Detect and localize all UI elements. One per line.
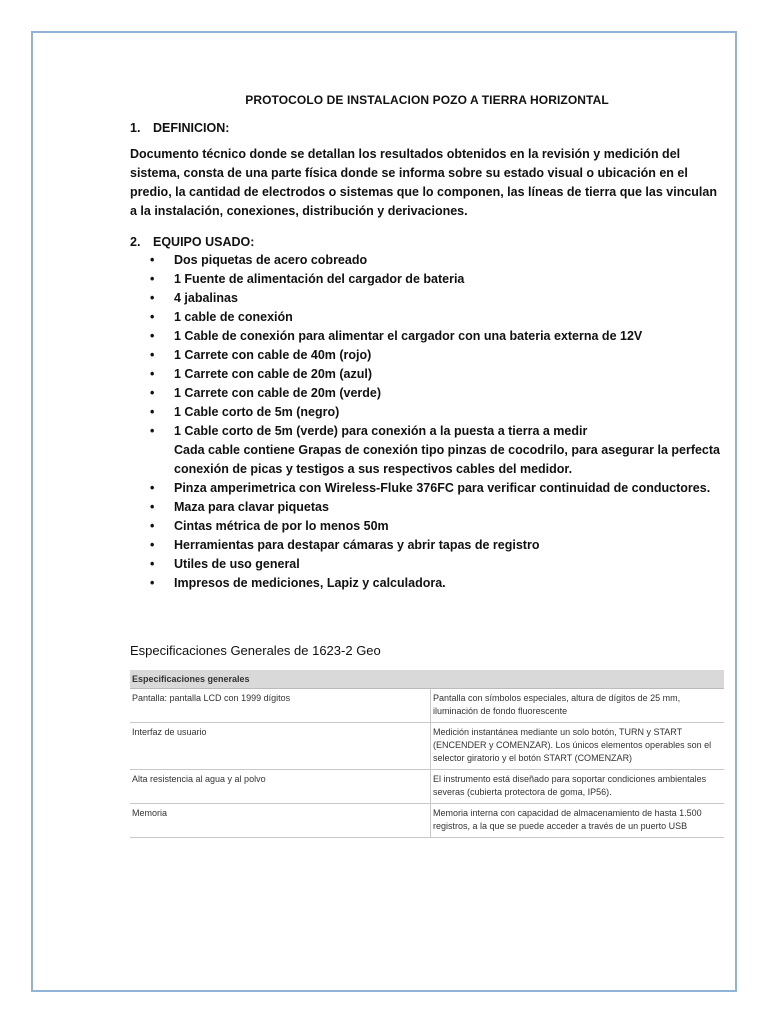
table-row — [130, 689, 724, 723]
bullet: • — [150, 424, 155, 438]
list-item: • 1 Carrete con cable de 20m (azul) — [130, 365, 724, 384]
list-item: • Maza para clavar piquetas — [130, 498, 724, 517]
list-item: • Utiles de uso general — [130, 555, 724, 574]
specs-table — [130, 670, 724, 838]
section-label: EQUIPO USADO: — [153, 235, 255, 249]
spec-value: Pantalla con símbolos especiales, altura de dígitos de 25 mm, iluminación de fondo fluorescente — [431, 689, 725, 723]
bullet: • — [150, 253, 155, 267]
bullet: • — [150, 367, 155, 381]
list-item: • 1 Cable corto de 5m (verde) para conexión a la puesta a tierra a medir Cada cable contiene Grapas de conexión tipo pinzas de cocodrilo, para asegurar la perfecta conexión de picas y testigos a sus respectivos cables del medidor. — [150, 424, 721, 476]
list-item: • 4 jabalinas — [130, 289, 724, 308]
spec-name: Interfaz de usuario — [130, 723, 431, 770]
definition-paragraph: Documento técnico donde se detallan los resultados obtenidos en la revisión y medición del sistema, consta de una parte física donde se informa sobre su estado visual o ubicación en el predio, la cantidad de electrodos o sistemas que lo componen, las líneas de tierra que las vinculan a la instalación, conexiones, distribución y derivaciones. — [130, 147, 717, 218]
bullet: • — [150, 500, 155, 514]
list-item: • 1 Fuente de alimentación del cargador de bateria — [130, 270, 724, 289]
spec-name: Pantalla: pantalla LCD con 1999 dígitos — [130, 689, 431, 723]
bullet: • — [150, 557, 155, 571]
section-number: 1. — [130, 121, 141, 135]
section-number: 2. — [130, 235, 141, 249]
spec-name: Alta resistencia al agua y al polvo — [130, 770, 431, 804]
section-label: DEFINICION: — [153, 121, 230, 135]
spec-name: Memoria — [130, 804, 431, 838]
specs-heading: Especificaciones Generales de 1623-2 Geo — [130, 643, 381, 658]
bullet: • — [150, 519, 155, 533]
list-item: • Dos piquetas de acero cobreado — [130, 251, 724, 270]
list-item: • 1 Cable de conexión para alimentar el cargador con una bateria externa de 12V — [130, 327, 724, 346]
section-equipo-heading — [130, 235, 724, 249]
bullet: • — [150, 481, 155, 495]
list-item: • 1 cable de conexión — [130, 308, 724, 327]
list-item: • Herramientas para destapar cámaras y abrir tapas de registro — [130, 536, 724, 555]
section-definicion-heading — [130, 121, 724, 135]
spec-value: El instrumento está diseñado para soportar condiciones ambientales severas (cubierta protectora de goma, IP56). — [431, 770, 725, 804]
table-header: Especificaciones generales — [130, 670, 724, 689]
table-row — [130, 804, 724, 838]
cable-note: Cada cable contiene Grapas de conexión tipo pinzas de cocodrilo, para asegurar la perfecta conexión de picas y testigos a sus respectivos cables del medidor. — [174, 443, 721, 476]
bullet: • — [150, 329, 155, 343]
bullet: • — [150, 310, 155, 324]
bullet: • — [150, 386, 155, 400]
list-item: • Cintas métrica de por lo menos 50m — [130, 517, 724, 536]
spec-value: Memoria interna con capacidad de almacenamiento de hasta 1.500 registros, a la que se puede acceder a través de un puerto USB — [431, 804, 725, 838]
bullet: • — [150, 405, 155, 419]
equipment-list — [130, 251, 724, 593]
document-body — [130, 93, 724, 838]
table-row — [130, 723, 724, 770]
table-header-row — [130, 670, 724, 689]
list-item: • 1 Cable corto de 5m (negro) — [130, 403, 724, 422]
list-item: • Impresos de mediciones, Lapiz y calculadora. — [130, 574, 724, 593]
bullet: • — [150, 348, 155, 362]
table-row — [130, 770, 724, 804]
bullet: • — [150, 576, 155, 590]
bullet: • — [150, 272, 155, 286]
spec-value: Medición instantánea mediante un solo botón, TURN y START (ENCENDER y COMENZAR). Los únicos elementos operables son el selector giratorio y el botón START (COMENZAR) — [431, 723, 725, 770]
document-title: PROTOCOLO DE INSTALACION POZO A TIERRA HORIZONTAL — [245, 93, 609, 107]
list-item: • Pinza amperimetrica con Wireless-Fluke 376FC para verificar continuidad de conductores. — [130, 479, 724, 498]
list-item: • 1 Carrete con cable de 40m (rojo) — [130, 346, 724, 365]
bullet: • — [150, 291, 155, 305]
list-item: • 1 Carrete con cable de 20m (verde) — [130, 384, 724, 403]
bullet: • — [150, 538, 155, 552]
